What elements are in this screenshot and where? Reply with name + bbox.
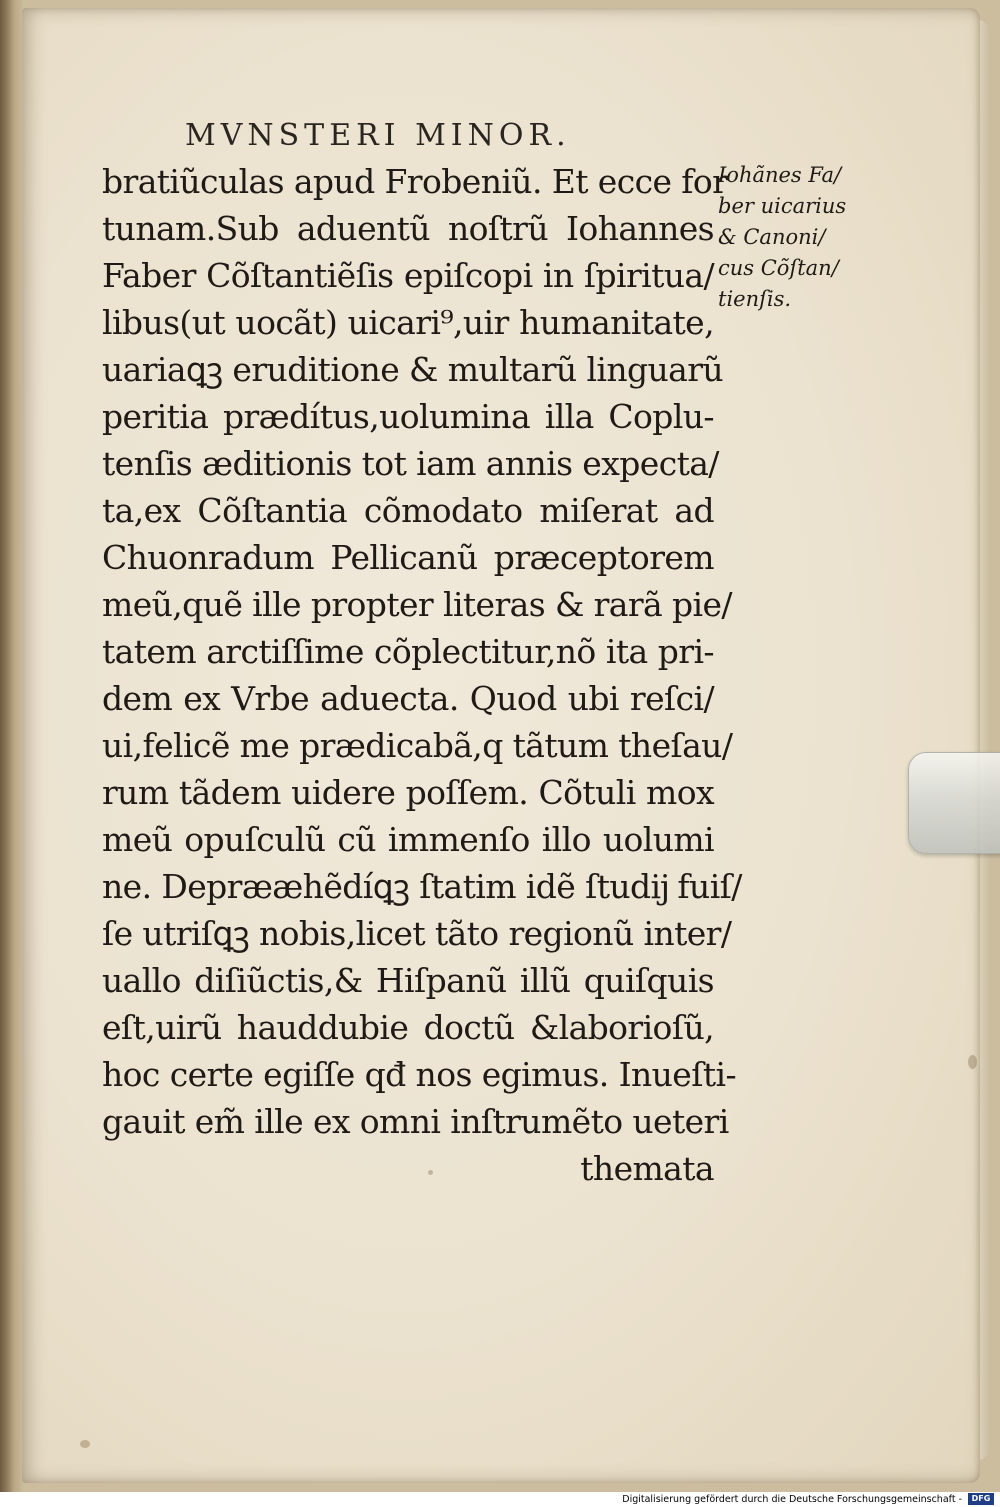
text-line: uallo diſiũctis,& Hiſpanũ illũ quiſquis	[102, 961, 714, 1000]
paper-spot	[968, 1055, 977, 1069]
text-line: ſe utriſꝗꝫ nobis,licet tãto regionũ inter/	[102, 914, 732, 953]
main-text-block	[102, 158, 742, 1192]
paper-clip	[908, 752, 1000, 854]
text-line: eſt,uirũ hauddubie doctũ &laborioſũ,	[102, 1008, 714, 1047]
running-head: MVNSTERI MINOR.	[185, 118, 571, 153]
dfg-logo: DFG	[968, 1493, 994, 1505]
text-line: Faber Cõſtantiẽſis epiſcopi in ſpiritua/	[102, 256, 714, 295]
catchword: themata	[580, 1149, 714, 1188]
text-line: meũ,quẽ ille propter literas & rarã pie/	[102, 585, 732, 624]
text-line: meũ opuſculũ cũ immenſo illo uolumi	[102, 820, 714, 859]
text-line: uariaꝗꝫ eruditione & multarũ linguarũ	[102, 350, 724, 389]
text-line: hoc certe egiſſe qđ nos egimus. Inueſti-	[102, 1055, 737, 1094]
text-line: libus(ut uocãt) uicari⁹,uir humanitate,	[102, 303, 714, 342]
text-line: Chuonradum Pellicanũ præceptorem	[102, 538, 714, 577]
marginal-note	[718, 160, 878, 315]
text-line: bratiũculas apud Frobeniũ. Et ecce for	[102, 162, 728, 201]
funding-credit: Digitalisierung gefördert durch die Deutsche Forschungsgemeinschaft -	[622, 1494, 962, 1505]
marginal-note-line: cus Cõſtan/	[718, 256, 839, 280]
text-line: dem ex Vrbe aduecta. Quod ubi reſci/	[102, 679, 714, 718]
marginal-note-line: tienſis.	[718, 287, 792, 311]
paper-spot	[80, 1440, 90, 1448]
marginal-note-line: & Canoni/	[718, 225, 826, 249]
text-line: tatem arctiſſime cõplectitur,nõ ita pri-	[102, 632, 714, 671]
marginal-note-line: Iohãnes Fa/	[718, 163, 842, 187]
text-line: ta,ex Cõſtantia cõmodato miſerat ad	[102, 491, 714, 530]
text-line: gauit em̃ ille ex omni inſtrumẽto ueteri	[102, 1102, 729, 1141]
text-line: ne. Deprææhẽdíꝗꝫ ſtatim idẽ ſtudĳ fuiſ/	[102, 867, 742, 906]
text-line: tunam.Sub aduentũ noſtrũ Iohannes	[102, 209, 714, 248]
text-line: tenſis æditionis tot iam annis expecta/	[102, 444, 719, 483]
text-line: ui,felicẽ me prædicabã,q tãtum theſau/	[102, 726, 733, 765]
marginal-note-line: ber uicarius	[718, 194, 847, 218]
text-line: rum tãdem uidere poſſem. Cõtuli mox	[102, 773, 714, 812]
text-line: peritia prædítus,uolumina illa Coplu-	[102, 397, 714, 436]
